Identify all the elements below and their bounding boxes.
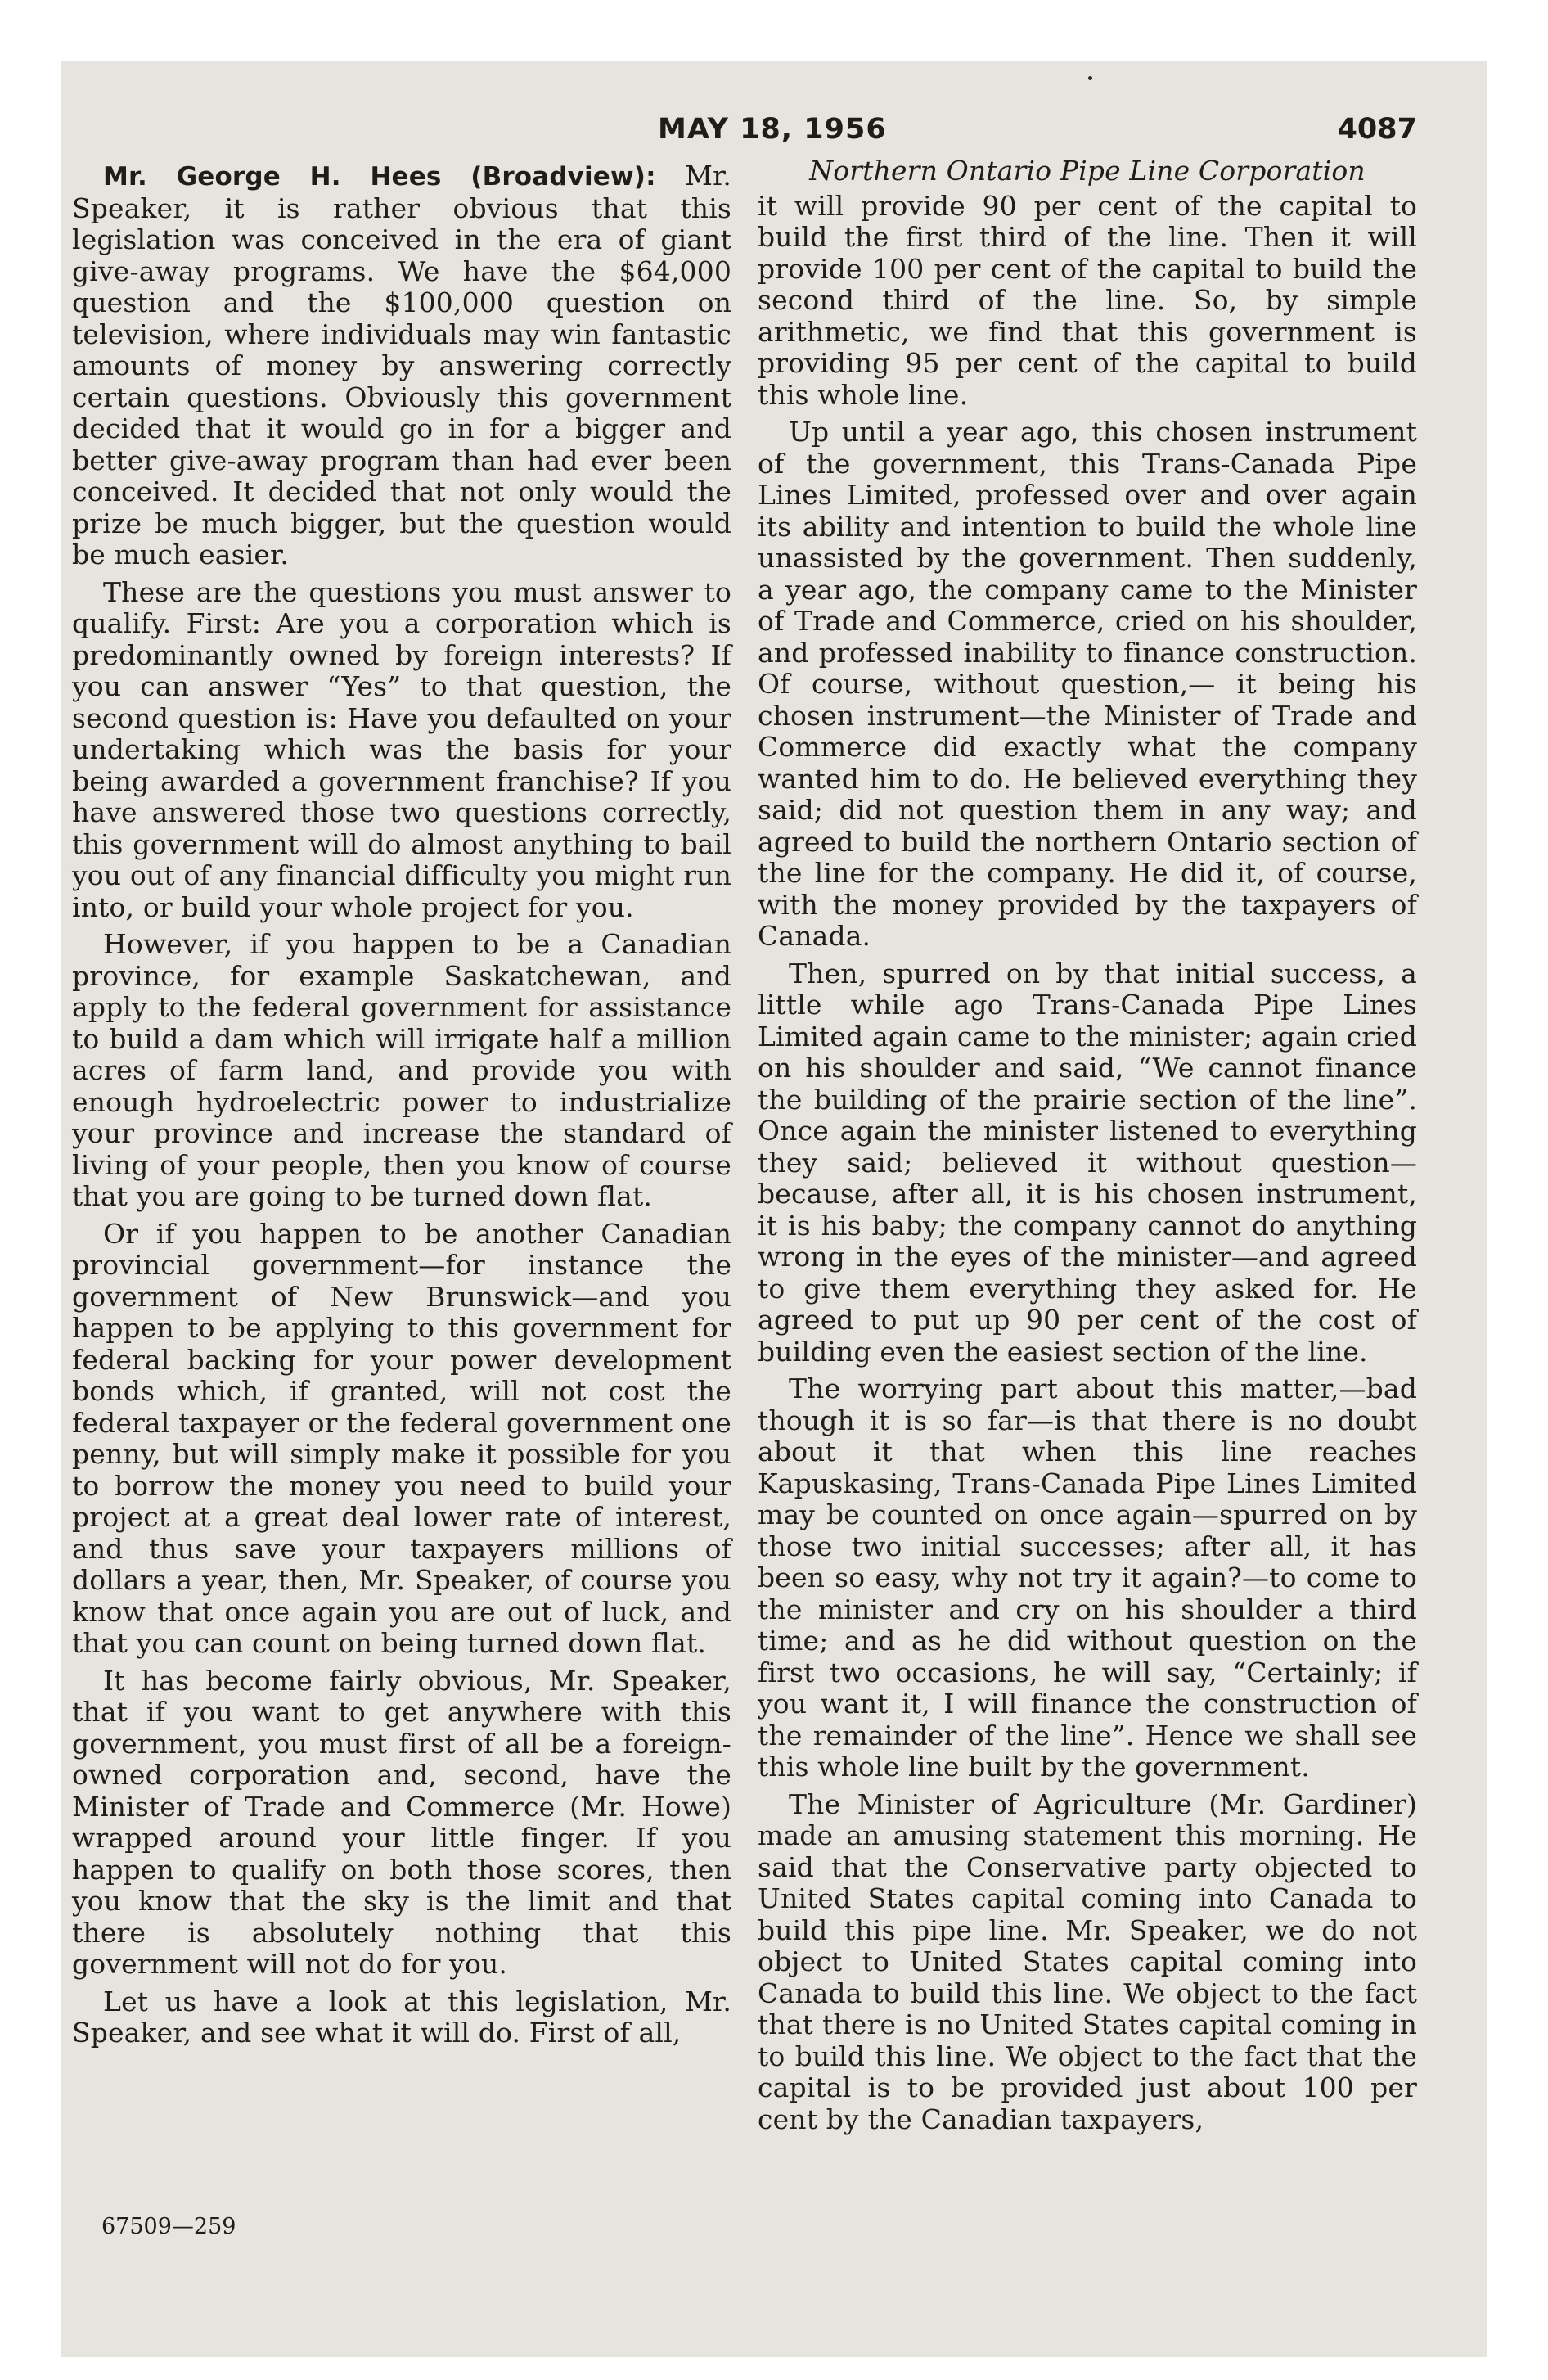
paragraph: The worrying part about this matter,—bad though it is so far—is that there is no doubt about it that when this line reaches Kapuskasing, Trans-Canada Pipe Lines Limited may be counted on once again—spurred on by those two initial successes; after all, it has been so easy, why not try it again?—to come to the minister and cry on his shoulder a third time; and as he did without question on the first two occasions, he will say, “Certainly; if you want it, I will finance the construction of the remainder of the line”. Hence we shall see this whole line built by the government. bbox=[758, 1373, 1417, 1783]
paragraph: Up until a year ago, this chosen instrument of the government, this Trans-Canada Pipe Lines Limited, professed over and over again its ability and intention to build the whole line unassisted by the government. Then suddenly, a year ago, the company came to the Minister of Trade and Commerce, cried on his shoulder, and professed inability to finance construction. Of course, without question,— it being his chosen instrument—the Minister of Trade and Commerce did exactly what the company wanted him to do. He believed everything they said; did not question them in any way; and agreed to build the northern Ontario section of the line for the company. He did it, of course, with the money provided by the taxpayers of Canada. bbox=[758, 416, 1417, 952]
paragraph: Or if you happen to be another Canadian provincial government—for instance the government of New Brunswick—and you happen to be applying to this government for federal backing for your power development bonds which, if granted, will not cost the federal taxpayer or the federal government one penny, but will simply make it possible for you to borrow the money you need to build your project at a great deal lower rate of interest, and thus save your taxpayers millions of dollars a year, then, Mr. Speaker, of course you know that once again you are out of luck, and that you can count on being turned down flat. bbox=[72, 1217, 731, 1659]
running-title: Northern Ontario Pipe Line Corporation bbox=[809, 155, 1366, 187]
paragraph: Let us have a look at this legislation, Mr. Speaker, and see what it will do. First of all, bbox=[72, 1985, 731, 2049]
paragraph: However, if you happen to be a Canadian province, for example Saskatchewan, and apply to the federal government for assistance to build a dam which will irrigate half a million acres of farm land, and provide you with enough hydroelectric power to industrialize your province and increase the standard of living of your people, then you know of course that you are going to be turned down flat. bbox=[72, 928, 731, 1212]
paragraph-text: Mr. Speaker, it is rather obvious that this legislation was conceived in the era of giant give-away programs. We have the $64,000 question and the $100,000 question on television, where individuals may win fantastic amounts of money by answering correctly certain questions. Obviously this government decided that it would go in for a bigger and better give-away program than had ever been conceived. It decided that not only would the prize be much bigger, but the question would be much easier. bbox=[72, 160, 732, 570]
paragraph-continued: it will provide 90 per cent of the capital to build the first third of the line. Then it will provide 100 per cent of the capital to build the second third of the line. So, by simple arithmetic, we find that this government is providing 95 per cent of the capital to build this whole line. bbox=[758, 189, 1417, 411]
paragraph: The Minister of Agriculture (Mr. Gardiner) made an amusing statement this morning. He said that the Conservative party objected to United States capital coming into Canada to build this pipe line. Mr. Speaker, we do not object to United States capital coming into Canada to build this line. We object to the fact that there is no United States capital coming in to build this line. We object to the fact that the capital is to be provided just about 100 per cent by the Canadian taxpayers, bbox=[758, 1787, 1417, 2135]
page-number: 4087 bbox=[1337, 113, 1417, 146]
paragraph: Then, spurred on by that initial success, a little while ago Trans-Canada Pipe Lines Limited again came to the minister; again cried on his shoulder and said, “We cannot finance the building of the prairie section of the line”. Once again the minister listened to everything they said; believed it without question— because, after all, it is his chosen instrument, it is his baby; the company cannot do anything wrong in the eyes of the minister—and agreed to give them everything they asked for. He agreed to put up 90 per cent of the cost of building even the easiest section of the line. bbox=[758, 957, 1417, 1368]
speaker-name: Mr. George H. Hees (Broadview): bbox=[103, 162, 656, 192]
page-date: MAY 18, 1956 bbox=[658, 113, 887, 146]
footer-code: 67509—259 bbox=[101, 2214, 236, 2239]
right-column bbox=[758, 155, 1417, 2141]
left-column bbox=[72, 160, 731, 2055]
paragraph: It has become fairly obvious, Mr. Speaker, that if you want to get anywhere with this government, you must first of all be a foreign-owned corporation and, second, have the Minister of Trade and Commerce (Mr. Howe) wrapped around your little finger. If you happen to qualify on both those scores, then you know that the sky is the limit and that there is absolutely nothing that this government will not do for you. bbox=[72, 1664, 731, 1980]
paragraph: These are the questions you must answer to qualify. First: Are you a corporation which is predominantly owned by foreign interests? If you can answer “Yes” to that question, the second question is: Have you defaulted on your undertaking which was the basis for your being awarded a government franchise? If you have answered those two questions correctly, this government will do almost anything to bail you out of any financial difficulty you might run into, or build your whole project for you. bbox=[72, 575, 731, 923]
paragraph-speech-opening bbox=[72, 160, 731, 571]
print-speck bbox=[1088, 76, 1092, 80]
